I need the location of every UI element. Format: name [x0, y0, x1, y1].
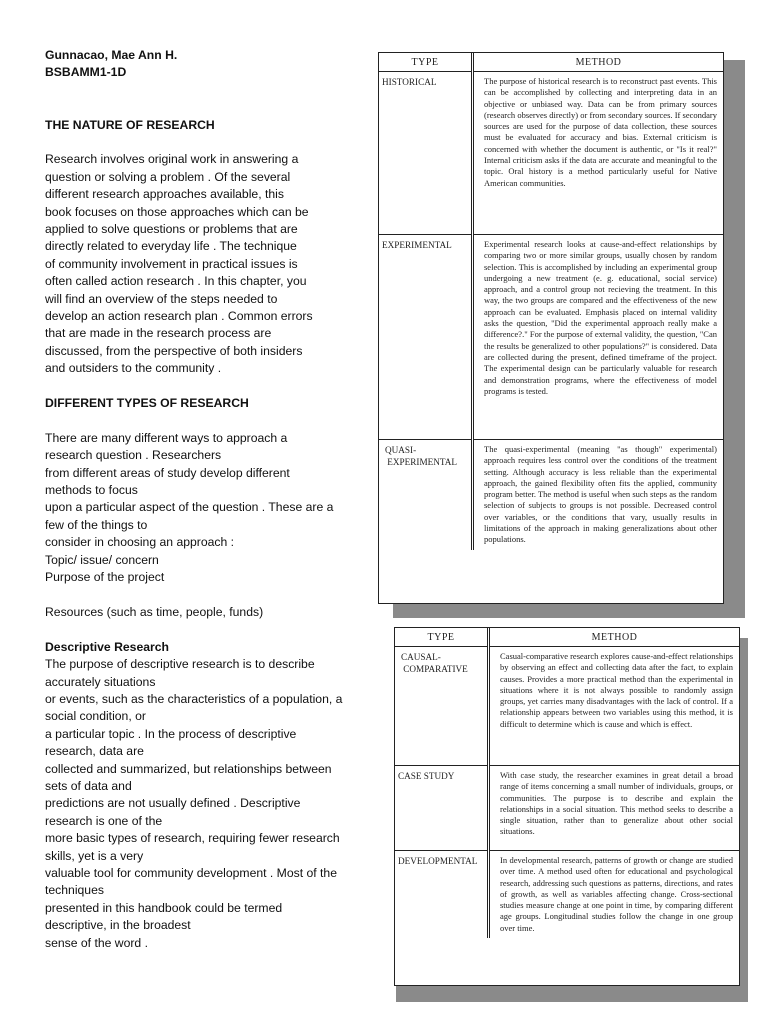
heading-nature-of-research: THE NATURE OF RESEARCH: [45, 117, 215, 132]
text-line: or events, such as the characteristics of a population, a: [45, 691, 343, 706]
author-name: Gunnacao, Mae Ann H.: [45, 48, 178, 62]
method-cell: With case study, the researcher examines in great detail a broad range of items concerning a small number of individuals, groups, or communities. The purpose is to describe and explain the relationships in a social situation. This method seeks to describe a single situation, rather than to generalize about other social situations.: [489, 766, 740, 851]
text-line: sense of the word .: [45, 935, 148, 950]
table-row: [395, 766, 739, 851]
table-row: [379, 72, 723, 235]
text-line: develop an action research plan . Common errors: [45, 309, 313, 324]
text-line: directly related to everyday life . The technique: [45, 239, 297, 254]
text-line: accurately situations: [45, 674, 156, 689]
text-line: discussed, from the perspective of both insiders: [45, 343, 303, 358]
text-line: methods to focus: [45, 483, 138, 498]
method-cell: Casual-comparative research explores cause-and-effect relationships by observing an effect and collecting data after the fact, to explain causes. Provides a more practical method than the experimental in situations where it is not always possible to randomly assign groups, yet carries many disadvantages with the lack of control. If a relationship appears between two variables using this method, it is difficult to determine which is cause and which is effect.: [489, 647, 740, 766]
text-line: valuable tool for community development . Most of the: [45, 865, 337, 880]
text-line: applied to solve questions or problems that are: [45, 222, 298, 237]
text-line: The purpose of descriptive research is to describe: [45, 657, 315, 672]
text-line: descriptive, in the broadest: [45, 918, 191, 933]
table-row: [395, 851, 739, 939]
text-line: presented in this handbook could be termed: [45, 900, 283, 915]
text-line: collected and summarized, but relationships between: [45, 761, 332, 776]
text-line: of community involvement in practical issues is: [45, 256, 298, 271]
heading-types-of-research: DIFFERENT TYPES OF RESEARCH: [45, 396, 249, 411]
table-row: [379, 235, 723, 440]
text-line: and outsiders to the community .: [45, 361, 222, 376]
text-line: Research involves original work in answering a: [45, 152, 299, 167]
text-line: will find an overview of the steps needed to: [45, 291, 278, 306]
text-line: upon a particular aspect of the question . These are a: [45, 500, 334, 515]
type-cell: DEVELOPMENTAL: [395, 851, 489, 939]
text-line: predictions are not usually defined . Descriptive: [45, 796, 301, 811]
text-line: consider in choosing an approach :: [45, 535, 235, 550]
text-column: [45, 47, 365, 952]
research-types-table-2: [394, 627, 740, 986]
heading-descriptive-research: Descriptive Research: [45, 639, 169, 654]
text-line: Topic/ issue/ concern: [45, 552, 159, 567]
table-row: [395, 647, 739, 766]
text-line: question or solving a problem . Of the several: [45, 169, 291, 184]
method-cell: The purpose of historical research is to reconstruct past events. This can be accomplished by collecting and interpreting data in an objective or unbiased way. Data can be from primary sources (research observes directly) or from secondary sources. If secondary sources are used for the purpose of data collection, these sources must be evaluated for accuracy and bias. External criticism is concerned with whether the document is authentic, or "Is it real?" Internal criticism asks if the data are accurate and meaningful to the topic. Oral history is a method particularly useful for Native American communities.: [473, 72, 724, 235]
text-line: skills, yet is a very: [45, 848, 144, 863]
paragraph-descriptive: [45, 656, 365, 952]
table2-header-method: METHOD: [489, 628, 740, 647]
type-cell: EXPERIMENTAL: [379, 235, 473, 440]
text-line: Purpose of the project: [45, 570, 165, 585]
text-line: from different areas of study develop different: [45, 465, 290, 480]
table-row: [379, 440, 723, 550]
text-line: few of the things to: [45, 517, 148, 532]
type-cell: QUASI- EXPERIMENTAL: [379, 440, 473, 550]
table2-header-type: TYPE: [395, 628, 489, 647]
paragraph-types: [45, 430, 365, 587]
type-cell: CAUSAL- COMPARATIVE: [395, 647, 489, 766]
text-line: research question . Researchers: [45, 448, 222, 463]
method-cell: The quasi-experimental (meaning "as though" experimental) approach requires less control over the conditions of the treatment setting. Although accuracy is less reliable than the experimental approach, the gained flexibility often fits the applied, community program better. The method is useful when such steps as the random selection of subjects to groups is not possible. Decreased control over variables, or the conditions that vary, usually results in limitations of the approach in making generalizations about other populations.: [473, 440, 724, 550]
text-line: a particular topic . In the process of descriptive: [45, 726, 297, 741]
paragraph-resources: Resources (such as time, people, funds): [45, 604, 264, 619]
text-line: different research approaches available, this: [45, 187, 284, 202]
table1-header-type: TYPE: [379, 53, 473, 72]
method-cell: Experimental research looks at cause-and-effect relationships by comparing two or more similar groups, usually chosen by random selection. This is accomplished by including an experimental group undergoing a new treatment (e. g. educational, social service) approach, and a control group not recieving the treatment. In this way, the two groups are compared and the effectiveness of the new approach can be evaluated. Emphasis placed on internal validity asks the question, "Did the experimental approach really make a difference?." For the purpose of external validity, the question, "Can the results be generalized to other populations?" is considered. Data are collected during the present, defined timeframe of the project. The experimental design can be particularly valuable for research and demonstration programs, where the effectiveness of model programs is tested.: [473, 235, 724, 440]
text-line: more basic types of research, requiring fewer research: [45, 831, 340, 846]
text-line: that are made in the research process are: [45, 326, 272, 341]
text-line: social condition, or: [45, 709, 146, 724]
type-cell: HISTORICAL: [379, 72, 473, 235]
text-line: research is one of the: [45, 813, 163, 828]
method-cell: In developmental research, patterns of growth or change are studied over time. A method used often for educational and psychological research, addressing such questions as patterns, directions, and rates of growth, as well as variables affecting change. Cross-sectional studies measure change at one point in time, by comparing different age groups. Longitudinal studies follow the change in one group over time.: [489, 851, 740, 939]
text-line: There are many different ways to approach a: [45, 430, 288, 445]
research-types-table-1: [378, 52, 724, 604]
type-cell: CASE STUDY: [395, 766, 489, 851]
table1-header-method: METHOD: [473, 53, 724, 72]
text-line: book focuses on those approaches which can be: [45, 204, 309, 219]
text-line: often called action research . In this chapter, you: [45, 274, 307, 289]
text-line: techniques: [45, 883, 104, 898]
text-line: sets of data and: [45, 778, 132, 793]
paragraph-intro: [45, 151, 365, 377]
course-code: BSBAMM1-1D: [45, 65, 127, 80]
text-line: research, data are: [45, 744, 144, 759]
